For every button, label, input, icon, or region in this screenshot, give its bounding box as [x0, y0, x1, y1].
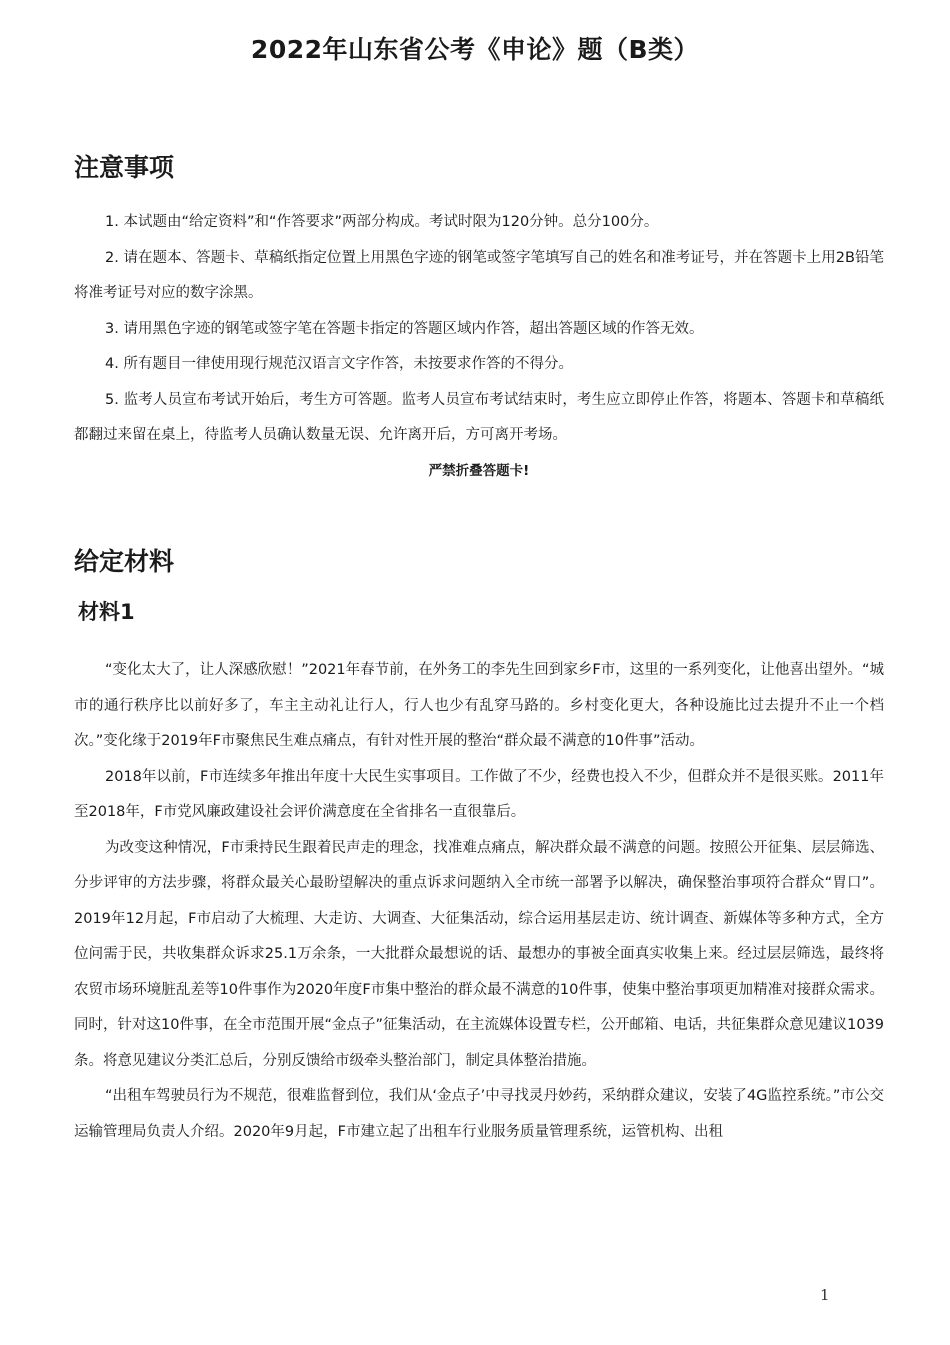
notice-heading: 注意事项 — [74, 153, 175, 182]
material-paragraph: “出租车驾驶员行为不规范，很难监督到位，我们从‘金点子’中寻找灵丹妙药，采纳群众建议，安装了4G监控系统。”市公交运输管理局负责人介绍。2020年9月起，F市建立起了出租车行业服务质量管理系统，运管机构、出租 — [74, 1088, 884, 1140]
notice-item-2: 2. 请在题本、答题卡、草稿纸指定位置上用黑色字迹的钢笔或签字笔填写自己的姓名和准考证号，并在答题卡上用2B铅笔将准考证号对应的数字涂黑。 — [74, 249, 884, 301]
no-folding-notice: 严禁折叠答题卡! — [428, 462, 530, 479]
notice-item-3: 3. 请用黑色字迹的钢笔或签字笔在答题卡指定的答题区域内作答，超出答题区域的作答无效。 — [105, 320, 704, 337]
material-paragraph: 为改变这种情况，F市秉持民生跟着民声走的理念，找准难点痛点，解决群众最不满意的问题。按照公开征集、层层筛选、分步评审的方法步骤，将群众最关心最盼望解决的重点诉求问题纳入全市统一部署予以解决，确保整治事项符合群众“胃口”。2019年12月起，F市启动了大梳理、大走访、大调查、大征集活动，综合运用基层走访、统计调查、新媒体等多种方式，全方位问需于民，共收集群众诉求25.1万余条，一大批群众最想说的话、最想办的事被全面真实收集上来。经过层层筛选，最终将农贸市场环境脏乱差等10件事作为2020年度F市集中整治的群众最不满意的10件事，使集中整治事项更加精准对接群众需求。同时，针对这10件事，在全市范围开展“金点子”征集活动，在主流媒体设置专栏，公开邮箱、电话，共征集群众意见建议1039条。将意见建议分类汇总后，分别反馈给市级牵头整治部门，制定具体整治措施。 — [74, 839, 884, 1069]
material-paragraph: “变化太大了，让人深感欣慰！”2021年春节前，在外务工的李先生回到家乡F市，这里的一系列变化，让他喜出望外。“城市的通行秩序比以前好多了，车主主动礼让行人，行人也少有乱穿马路的。乡村变化更大，各种设施比过去提升不止一个档次。”变化缘于2019年F市聚焦民生难点痛点，有针对性开展的整治“群众最不满意的10件事”活动。 — [74, 662, 884, 749]
material-1-body — [74, 653, 884, 1150]
notice-item-1: 1. 本试题由“给定资料”和“作答要求”两部分构成。考试时限为120分钟。总分100分。 — [105, 214, 659, 230]
notice-item-5: 5. 监考人员宣布考试开始后，考生方可答题。监考人员宣布考试结束时，考生应立即停止作答，将题本、答题卡和草稿纸都翻过来留在桌上，待监考人员确认数量无误、允许离开后，方可离开考场。 — [74, 391, 884, 443]
page-number: 1 — [820, 1286, 830, 1304]
material-1-heading: 材料1 — [78, 600, 135, 624]
notice-section — [74, 205, 884, 489]
notice-item-4: 4. 所有题目一律使用现行规范汉语言文字作答，未按要求作答的不得分。 — [105, 356, 573, 372]
document-title: 2022年山东省公考《申论》题（B类） — [250, 35, 700, 64]
material-paragraph: 2018年以前，F市连续多年推出年度十大民生实事项目。工作做了不少，经费也投入不少，但群众并不是很买账。2011年至2018年，F市党风廉政建设社会评价满意度在全省排名一直很靠后。 — [74, 768, 884, 820]
materials-heading: 给定材料 — [74, 547, 175, 576]
